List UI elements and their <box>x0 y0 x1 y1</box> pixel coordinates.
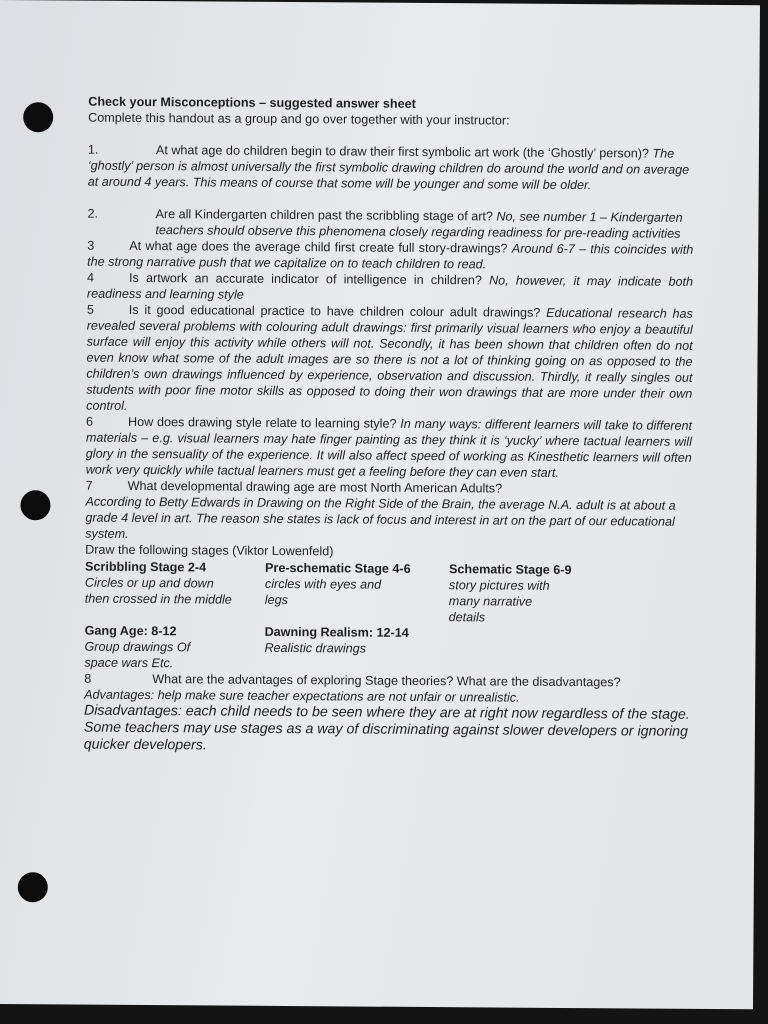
handout-title: Check your Misconceptions – suggested answer sheet <box>88 94 416 111</box>
question-text: Is it good educational practice to have children colour adult drawings? <box>128 302 541 320</box>
disadvantages-text: Disadvantages: each child needs to be seen where they are at right now regardless of the stage. Some teachers may use stages as a way of discriminating against slower developers or ignoring quicker developers. <box>83 702 690 754</box>
question-text: How does drawing style relate to learning style? <box>128 414 397 431</box>
stage-description: Circles or up and down then crossed in the middle <box>84 575 232 607</box>
question-text: Are all Kindergarten children past the scribbling stage of art? <box>155 207 493 224</box>
stage-dawning-realism <box>264 624 448 673</box>
stage-title: Pre-schematic Stage 4-6 <box>264 560 411 576</box>
question-3 <box>87 238 693 274</box>
stage-pre-schematic <box>265 560 449 625</box>
question-number: 4 <box>87 270 95 285</box>
answer-text: No, see number 1 – Kindergarten teachers should observe this phenomena closely regarding readiness for pre-reading activities <box>155 209 683 241</box>
question-number: 8 <box>84 671 92 686</box>
stage-description: circles with eyes and legs <box>264 576 382 608</box>
advantages-text: Advantages: help make sure teacher expectations are not unfair or unrealistic. <box>84 687 520 705</box>
binder-hole-middle <box>20 490 50 520</box>
question-1 <box>88 142 694 194</box>
question-number: 2. <box>87 206 99 221</box>
question-number: 6 <box>86 414 94 429</box>
stage-schematic <box>449 561 619 626</box>
stage-description: Realistic drawings <box>264 640 367 656</box>
answer-text: The ‘ghostly’ person is almost universally the first symbolic drawing children do around the world and on average at around 4 years. This means of course that some will be younger and some will be older. <box>87 146 690 193</box>
stages-intro: Draw the following stages (Viktor Lowenfeld) <box>85 542 334 559</box>
stage-description: story pictures with many narrative details <box>448 578 550 625</box>
stage-title: Dawning Realism: 12-14 <box>264 624 409 640</box>
answer-7: According to Betty Edwards in Drawing on the Right Side of the Brain, the average N.A. adult is at about a grade 4 level in art. The reason she states is lack of focus and interest in art on the part of our educational system. <box>85 494 676 541</box>
question-text: What developmental drawing age are most North American Adults? <box>127 478 503 496</box>
binder-hole-bottom <box>18 872 48 902</box>
stage-description: Group drawings Of space wars Etc. <box>84 639 191 671</box>
stage-title: Scribbling Stage 2-4 <box>84 559 207 575</box>
question-text: What are the advantages of exploring Stage theories? What are the disadvantages? <box>152 672 621 690</box>
answer-text: Educational research has revealed several problems with colouring adult drawings: first primarily visual learners who enjoy a beautiful surface will enjoy this activity while others will not. Secondly, it has been shown that children often do not even know what some of the adult images are so there is not a lot of thinking going on as opposed to the children’s own drawings influenced by experience, observation and discussion. Thirdly, it really singles out students with poor fine motor skills as opposed to doing their won drawings that are more under their own control. <box>86 305 693 413</box>
question-number: 1. <box>87 142 99 157</box>
question-6 <box>86 414 692 482</box>
handout-content <box>84 94 695 758</box>
stage-title: Gang Age: 8-12 <box>84 623 177 639</box>
binder-hole-top <box>23 102 53 132</box>
answer-text: In many ways: different learners will take to different materials – e.g. visual learners may hate finger painting as they think it is ‘yucky’ where tactual learners will glory in the sensuality of the experience. It will also affect speed of working as Kinesthetic learners will often work very quickly while tactual learners must get a feeling before they can even start. <box>85 416 693 480</box>
question-text: At what age does the average child first create full story-drawings? <box>129 238 508 256</box>
question-2 <box>87 206 693 242</box>
answer-text: No, however, it may indicate both readiness and learning style <box>86 273 694 302</box>
stage-gang-age <box>84 623 264 672</box>
question-number: 7 <box>85 478 93 493</box>
question-5 <box>86 302 693 418</box>
question-number: 5 <box>86 302 94 317</box>
stage-title: Schematic Stage 6-9 <box>448 562 572 578</box>
question-number: 3 <box>87 238 95 253</box>
question-text: Is artwork an accurate indicator of intelligence in children? <box>129 270 482 288</box>
answer-text: Around 6-7 – this coincides with the strong narrative push that we capitalize on to teach children to read. <box>87 241 694 272</box>
stage-scribbling <box>85 559 265 624</box>
stages-grid <box>84 559 691 675</box>
handout-instructions: Complete this handout as a group and go over together with your instructor: <box>88 110 510 128</box>
question-text: At what age do children begin to draw their first symbolic art work (the ‘Ghostly’ person)? <box>155 143 650 161</box>
question-4 <box>87 270 693 306</box>
